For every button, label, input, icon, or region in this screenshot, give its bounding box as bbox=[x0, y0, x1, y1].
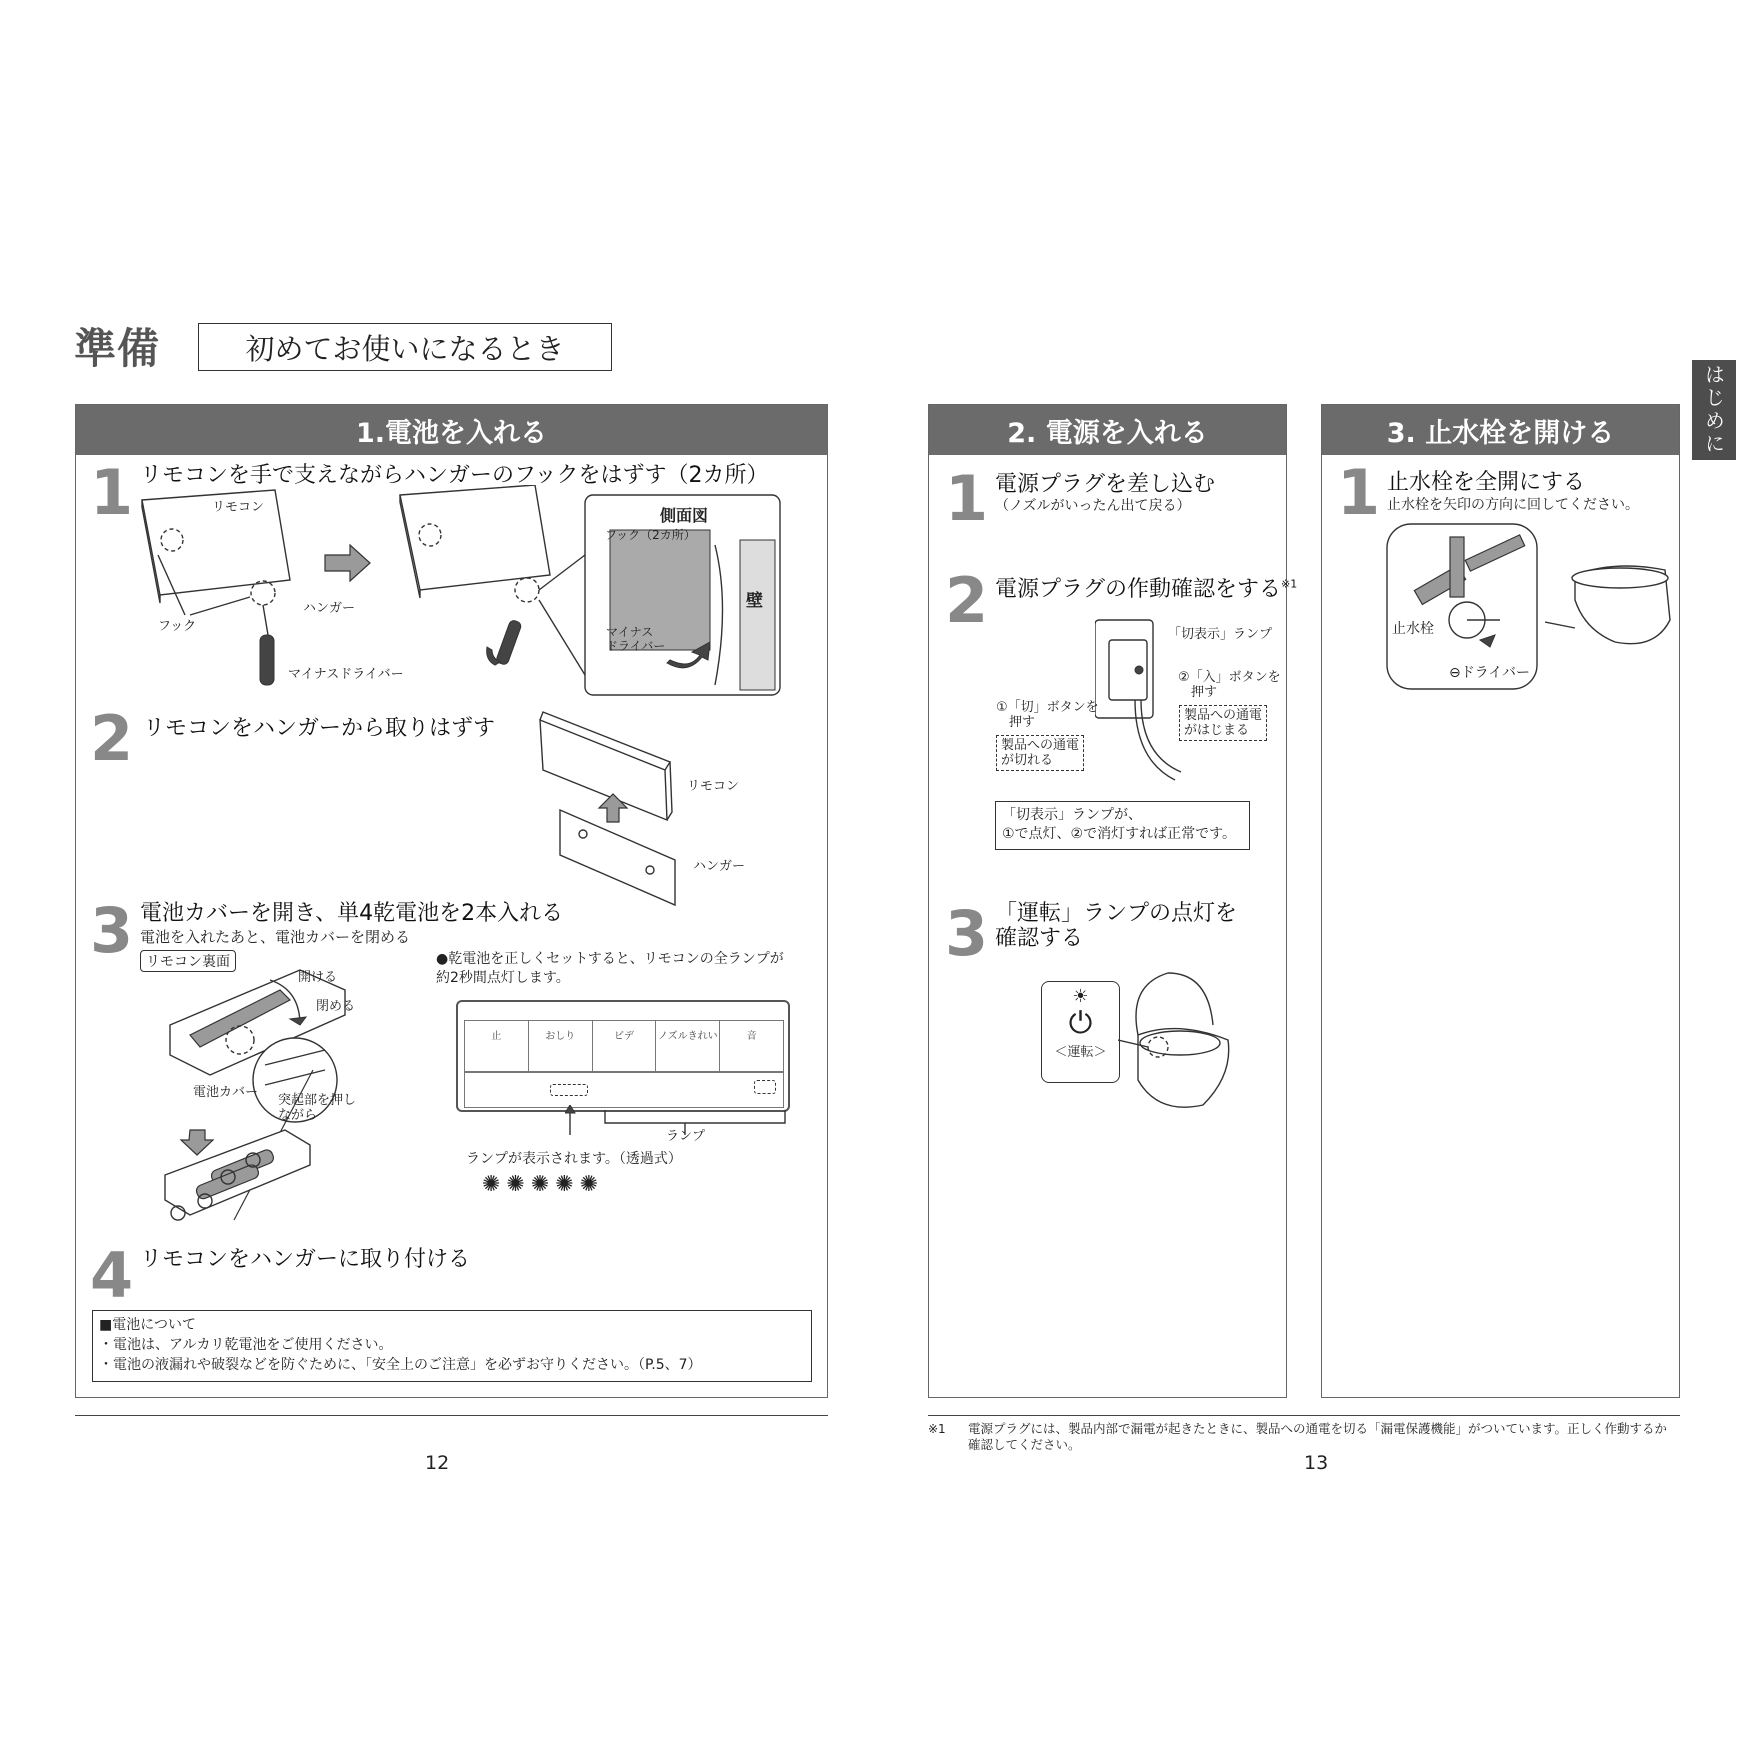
label-battery-cover: 電池カバー bbox=[193, 1085, 259, 1100]
step-subtitle: （ノズルがいったん出て戻る） bbox=[995, 498, 1191, 514]
label-driver-2: マイナス ドライバー bbox=[606, 625, 666, 653]
remote-button-oshiri[interactable]: おしり bbox=[529, 1021, 593, 1071]
toilet-side-illustration bbox=[1545, 560, 1675, 655]
label-hanger: ハンガー bbox=[303, 601, 356, 616]
step-number: 4 bbox=[90, 1239, 134, 1312]
remote-button-bidet[interactable]: ビデ bbox=[593, 1021, 657, 1071]
step-number: 1 bbox=[90, 456, 134, 529]
label-wall: 壁 bbox=[746, 591, 763, 611]
lamp-lit-icons: ✺✺✺✺✺ bbox=[482, 1172, 605, 1197]
step-number: 3 bbox=[90, 894, 134, 967]
panel-title: 3. 止水栓を開ける bbox=[1322, 405, 1679, 455]
step-title: リモコンを手で支えながらハンガーのフックをはずす（2カ所） bbox=[140, 463, 769, 488]
label-open: 開ける bbox=[298, 970, 338, 985]
lamp-indicator bbox=[754, 1080, 776, 1094]
label-hanger: ハンガー bbox=[693, 859, 746, 874]
label-remocon: リモコン bbox=[212, 500, 265, 515]
side-tab[interactable]: はじめに bbox=[1692, 360, 1736, 460]
page-subtitle: 初めてお使いになるとき bbox=[198, 323, 612, 371]
footnote-mark: ※1 bbox=[928, 1422, 946, 1436]
label-lamp: ランプ bbox=[666, 1129, 706, 1144]
label-press: 突起部を押し ながら bbox=[278, 1093, 357, 1123]
step-number: 2 bbox=[945, 564, 989, 637]
step-subtitle: 止水栓を矢印の方向に回してください。 bbox=[1387, 497, 1639, 513]
step-subtitle: 電池を入れたあと、電池カバーを閉める bbox=[140, 928, 411, 946]
step-title bbox=[995, 572, 1297, 603]
remote-button-sound[interactable]: 音 bbox=[746, 1031, 757, 1042]
label-driver: ⊖ドライバー bbox=[1449, 665, 1531, 681]
lamp-indicator bbox=[550, 1084, 588, 1096]
label-close: 閉める bbox=[316, 999, 356, 1014]
label-driver: マイナスドライバー bbox=[288, 667, 404, 682]
battery-note-line: ・電池の液漏れや破裂などを防ぐために、「安全上のご注意」を必ずお守りください。（P.5、7） bbox=[99, 1357, 702, 1373]
battery-note-title: ■電池について bbox=[99, 1317, 196, 1333]
label-remocon: リモコン bbox=[687, 779, 740, 794]
remote-lower-panel bbox=[464, 1072, 784, 1108]
label-off-button: ①「切」ボタンを 押す bbox=[996, 700, 1099, 730]
label-valve: 止水栓 bbox=[1392, 621, 1434, 637]
page-number-left: 12 bbox=[425, 1452, 450, 1474]
page-number-right: 13 bbox=[1304, 1452, 1329, 1474]
battery-note bbox=[92, 1310, 812, 1382]
operation-label: ＜運転＞ bbox=[1054, 1045, 1107, 1060]
step-title: 「運転」ランプの点灯を 確認する bbox=[995, 901, 1238, 951]
label-off-result: 製品への通電 が切れる bbox=[996, 735, 1084, 771]
left-rule bbox=[75, 1415, 828, 1416]
step-number: 3 bbox=[945, 897, 989, 970]
remote-front bbox=[456, 1000, 790, 1112]
sun-icon: ☀ bbox=[1072, 986, 1089, 1007]
power-check-note: 「切表示」ランプが、 ①で点灯、②で消灯すれば正常です。 bbox=[995, 801, 1250, 850]
power-icon: ⏻ bbox=[1068, 1006, 1093, 1041]
step-number: 1 bbox=[945, 462, 989, 535]
step-title-text: 電源プラグの作動確認をする bbox=[995, 577, 1282, 602]
remote-back-label: リモコン裏面 bbox=[140, 950, 236, 972]
footnote-text: 電源プラグには、製品内部で漏電が起きたときに、製品への通電を切る「漏電保護機能」がついています。正しく作動するか確認してください。 bbox=[968, 1421, 1668, 1452]
panel-title: 2. 電源を入れる bbox=[929, 405, 1286, 455]
step-title: リモコンをハンガーから取りはずす bbox=[143, 716, 496, 741]
step-title: 止水栓を全開にする bbox=[1387, 470, 1586, 495]
step-title: 電池カバーを開き、単4乾電池を2本入れる bbox=[140, 901, 564, 926]
remote-button-stop[interactable]: 止 bbox=[465, 1021, 529, 1071]
panel-title: 1.電池を入れる bbox=[76, 405, 827, 455]
footnote-ref[interactable]: ※1 bbox=[1281, 577, 1298, 591]
toilet-illustration bbox=[1118, 965, 1238, 1120]
remote-button-row bbox=[464, 1020, 784, 1072]
remote-button-nozzle[interactable]: ノズルきれい bbox=[656, 1021, 720, 1071]
label-lamp-shown: ランプが表示されます。（透過式） bbox=[466, 1151, 682, 1167]
step-title: 電源プラグを差し込む bbox=[995, 472, 1216, 497]
battery-note-line: ・電池は、アルカリ乾電池をご使用ください。 bbox=[99, 1337, 393, 1353]
label-lamp: 「切表示」ランプ bbox=[1168, 627, 1273, 642]
step-number: 1 bbox=[1337, 456, 1381, 529]
label-hook-2: フック（2カ所） bbox=[605, 528, 696, 542]
label-on-button: ②「入」ボタンを 押す bbox=[1178, 670, 1281, 700]
step-number: 2 bbox=[90, 702, 134, 775]
section-title: 準備 bbox=[74, 324, 161, 373]
remote-detach-illustration bbox=[535, 710, 715, 910]
step-title: リモコンをハンガーに取り付ける bbox=[140, 1247, 471, 1272]
right-rule bbox=[928, 1415, 1680, 1416]
label-hook: フック bbox=[158, 619, 197, 634]
label-on-result: 製品への通電 がはじまる bbox=[1179, 705, 1267, 741]
lamp-note: ●乾電池を正しくセットすると、リモコンの全ランプが 約2秒間点灯します。 bbox=[436, 951, 784, 986]
operation-lamp-box bbox=[1041, 981, 1120, 1083]
label-side-view: 側面図 bbox=[660, 506, 709, 525]
